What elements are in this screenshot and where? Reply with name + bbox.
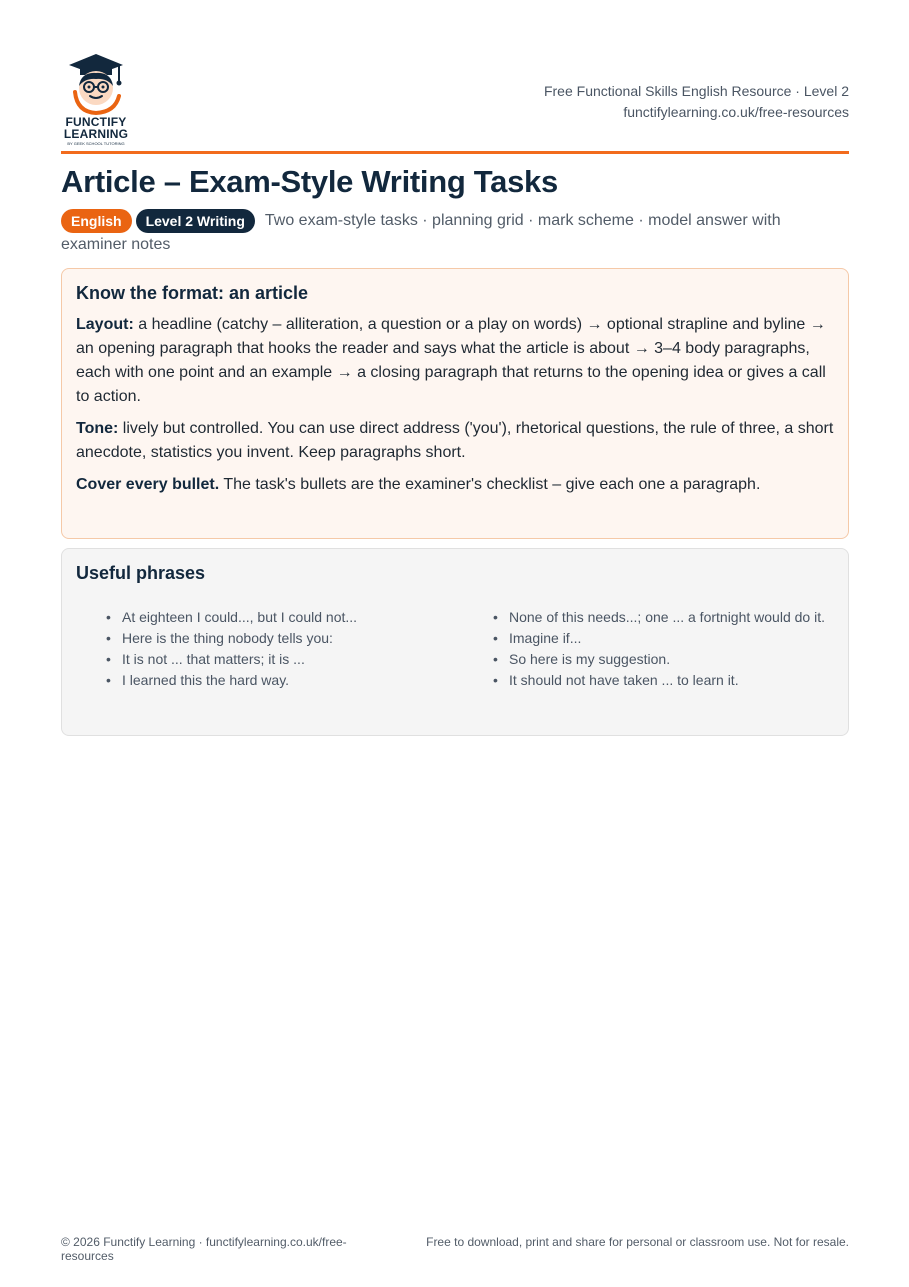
tone-text: lively but controlled. You can use direct address ('you'), rhetorical questions, the rule of three, a short anecdote, statistics you invent. Keep paragraphs short. <box>76 420 834 461</box>
phrases-box-title: Useful phrases <box>76 563 206 583</box>
header-divider <box>61 151 849 154</box>
phrases-list-right <box>509 607 849 691</box>
page-header <box>61 52 849 152</box>
phrases-box <box>61 548 849 736</box>
bullets-text: The task's bullets are the examiner's checklist – give each one a paragraph. <box>219 476 761 493</box>
list-item: • Here is the thing nobody tells you: <box>122 628 462 649</box>
resource-line: Free Functional Skills English Resource · Level 2 <box>543 83 849 99</box>
list-item: • It is not ... that matters; it is ... <box>122 649 462 670</box>
level-badge: Level 2 Writing <box>136 209 255 233</box>
list-item: • I learned this the hard way. <box>122 670 462 691</box>
bullets-lead: Cover every bullet. <box>76 476 220 493</box>
list-item: • None of this needs...; one ... a fortnight would do it. <box>509 607 849 628</box>
format-box-title: Know the format: an article <box>76 283 309 303</box>
page-title: Article – Exam-Style Writing Tasks <box>61 164 558 199</box>
graduate-face-icon <box>61 52 131 116</box>
tone-lead: Tone: <box>76 420 119 437</box>
list-item: • At eighteen I could..., but I could not... <box>122 607 462 628</box>
layout-lead: Layout: <box>76 316 134 333</box>
functify-logo <box>61 52 131 148</box>
header-info <box>544 81 849 123</box>
list-item: • So here is my suggestion. <box>509 649 849 670</box>
format-box <box>61 268 849 539</box>
subject-badge: English <box>61 209 132 233</box>
list-item: • It should not have taken ... to learn it. <box>509 670 849 691</box>
meta-description: Two exam-style tasks · planning grid · mark scheme · model answer with examiner notes <box>61 212 781 253</box>
logo-wordmark-2: LEARNING <box>63 127 129 141</box>
layout-text: a headline (catchy – alliteration, a question or a play on words) → optional strapline and byline → an opening paragraph that hooks the reader and says what the article is about → 3–4 body paragraphs, each with one point and an example → a closing paragraph that returns to the opening idea or gives a call to action. <box>76 316 826 405</box>
resource-url[interactable]: functifylearning.co.uk/free-resources <box>623 104 849 120</box>
phrases-list-left <box>122 607 462 691</box>
list-item: • Imagine if... <box>509 628 849 649</box>
logo-tagline: BY GEEK SCHOOL TUTORING <box>67 141 125 146</box>
format-bullets-paragraph <box>76 473 834 497</box>
meta-line <box>61 209 849 257</box>
footer-copyright: © 2026 Functify Learning · functifylearning.co.uk/free-resources <box>61 1235 347 1263</box>
format-tone-paragraph <box>76 417 834 465</box>
logo-wordmark-1: FUNCTIFY <box>65 115 127 129</box>
format-layout-paragraph <box>76 313 834 409</box>
footer-license: Free to download, print and share for personal or classroom use. Not for resale. <box>426 1235 849 1249</box>
